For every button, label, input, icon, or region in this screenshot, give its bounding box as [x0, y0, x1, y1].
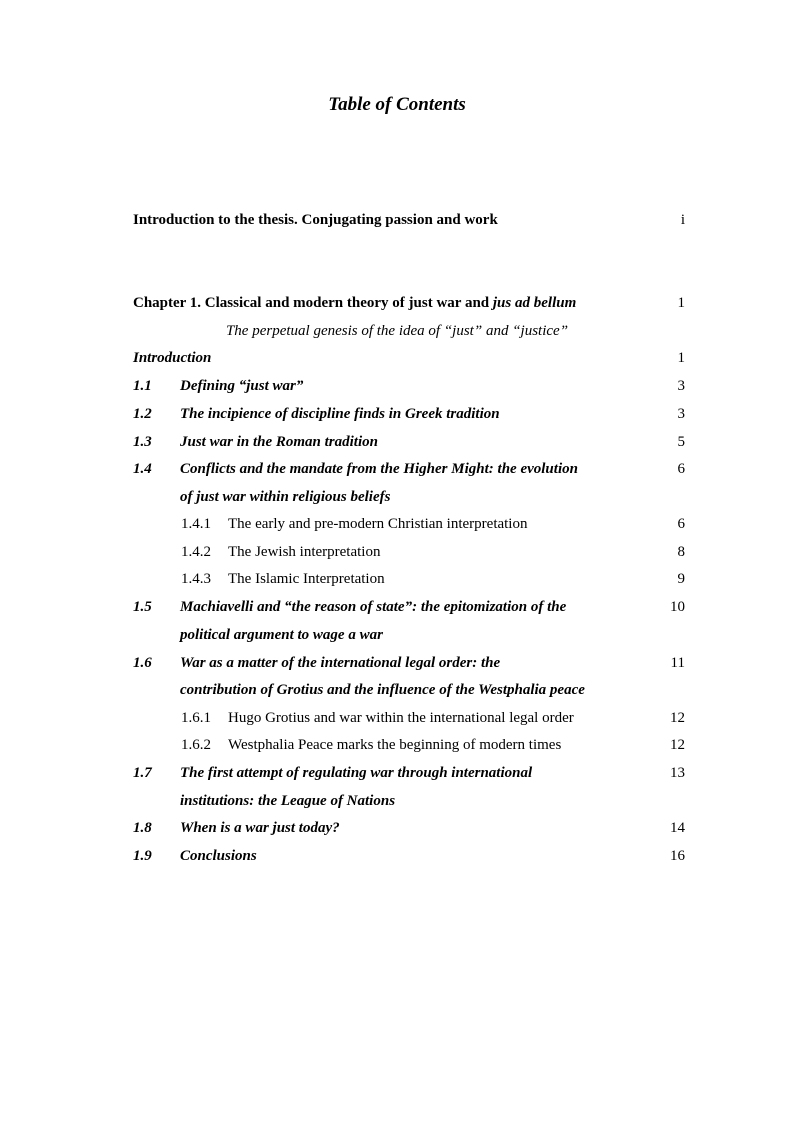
- toc-section-number: 1.9: [133, 848, 152, 864]
- chapter-title-italic: jus ad bellum: [492, 295, 577, 311]
- chapter-subtitle-line: [0, 321, 794, 345]
- toc-entry-title: Conclusions: [180, 848, 257, 864]
- toc-entry-title-continued: political argument to wage a war: [180, 627, 383, 643]
- toc-page-number: 13: [670, 765, 685, 781]
- toc-entry-1-4-2[interactable]: [0, 542, 794, 566]
- toc-entry-1-4[interactable]: [0, 459, 794, 483]
- toc-entry-title: Conflicts and the mandate from the Higher Might: the evolution: [180, 461, 578, 477]
- toc-entry-chapter-1[interactable]: [0, 293, 794, 317]
- toc-entry-introduction[interactable]: [0, 348, 794, 372]
- toc-entry-1-6[interactable]: [0, 653, 794, 677]
- toc-section-number: 1.4.3: [181, 571, 211, 587]
- toc-section-number: 1.5: [133, 599, 152, 615]
- toc-page-number: 14: [670, 820, 685, 836]
- toc-entry-1-4-1[interactable]: [0, 514, 794, 538]
- toc-entry-1-6-1[interactable]: [0, 708, 794, 732]
- toc-page-number: 8: [677, 544, 685, 560]
- toc-entry-title: When is a war just today?: [180, 820, 340, 836]
- toc-entry-1-3[interactable]: [0, 432, 794, 456]
- toc-entry-title: The Jewish interpretation: [228, 544, 381, 560]
- toc-entry-title: War as a matter of the international legal order: the: [180, 655, 501, 671]
- toc-page-number: i: [680, 212, 685, 228]
- toc-entry-title: Westphalia Peace marks the beginning of modern times: [228, 737, 562, 753]
- toc-entry-title-continued: institutions: the League of Nations: [180, 793, 396, 809]
- toc-page-number: 11: [670, 655, 685, 671]
- toc-entry-1-4-3[interactable]: [0, 569, 794, 593]
- toc-entry-1-2[interactable]: [0, 404, 794, 428]
- toc-page-number: 5: [677, 434, 685, 450]
- toc-page-number: 3: [677, 406, 685, 422]
- toc-entry-1-6-2[interactable]: [0, 735, 794, 759]
- toc-page-number: 12: [670, 737, 685, 753]
- toc-page-number: 1: [677, 350, 685, 366]
- toc-entry-1-7-cont[interactable]: [0, 791, 794, 815]
- toc-section-number: 1.4.1: [181, 516, 211, 532]
- toc-entry-title: Hugo Grotius and war within the international legal order: [228, 710, 574, 726]
- chapter-title-text: Chapter 1. Classical and modern theory of just war and: [133, 295, 493, 311]
- toc-page-number: 16: [670, 848, 685, 864]
- toc-page-number: 12: [670, 710, 685, 726]
- toc-entry-title-continued: of just war within religious beliefs: [180, 489, 391, 505]
- page-title: Table of Contents: [328, 94, 466, 115]
- toc-entry-1-7[interactable]: [0, 763, 794, 787]
- toc-entry-title: Just war in the Roman tradition: [180, 434, 378, 450]
- toc-section-number: 1.8: [133, 820, 152, 836]
- chapter-subtitle: The perpetual genesis of the idea of “just” and “justice”: [225, 323, 569, 339]
- toc-entry-1-5-cont[interactable]: [0, 625, 794, 649]
- toc-section-number: 1.3: [133, 434, 152, 450]
- toc-entry-title: The Islamic Interpretation: [228, 571, 385, 587]
- toc-entry-title-continued: contribution of Grotius and the influence of the Westphalia peace: [180, 682, 585, 698]
- toc-entry-title: The early and pre-modern Christian interpretation: [228, 516, 528, 532]
- toc-entry-1-8[interactable]: [0, 818, 794, 842]
- toc-entry-1-6-cont[interactable]: [0, 680, 794, 704]
- toc-page-number: 3: [677, 378, 685, 394]
- toc-page-number: 9: [677, 571, 685, 587]
- toc-entry-1-4-cont[interactable]: [0, 487, 794, 511]
- toc-page-number: 10: [670, 599, 685, 615]
- toc-section-number: 1.1: [133, 378, 152, 394]
- toc-entry-title: Introduction: [133, 350, 212, 366]
- toc-section-number: 1.4.2: [181, 544, 211, 560]
- toc-section-number: 1.6: [133, 655, 152, 671]
- toc-section-number: 1.6.2: [181, 737, 211, 753]
- toc-page-number: 6: [677, 516, 685, 532]
- toc-section-number: 1.2: [133, 406, 152, 422]
- toc-entry-1-9[interactable]: [0, 846, 794, 870]
- toc-section-number: 1.7: [133, 765, 152, 781]
- toc-entry-title: Machiavelli and “the reason of state”: the epitomization of the: [180, 599, 567, 615]
- toc-page-number: 6: [677, 461, 685, 477]
- toc-entry-intro[interactable]: [0, 210, 794, 234]
- toc-section-number: 1.6.1: [181, 710, 211, 726]
- toc-entry-1-1[interactable]: [0, 376, 794, 400]
- toc-page-number: 1: [677, 295, 685, 311]
- toc-entry-title: Defining “just war”: [180, 378, 304, 394]
- toc-entry-title: The first attempt of regulating war through international: [180, 765, 533, 781]
- toc-chapter-title: [133, 293, 576, 313]
- toc-entry-title: The incipience of discipline finds in Greek tradition: [180, 406, 500, 422]
- toc-entry-title: Introduction to the thesis. Conjugating passion and work: [133, 212, 498, 228]
- toc-section-number: 1.4: [133, 461, 152, 477]
- toc-entry-1-5[interactable]: [0, 597, 794, 621]
